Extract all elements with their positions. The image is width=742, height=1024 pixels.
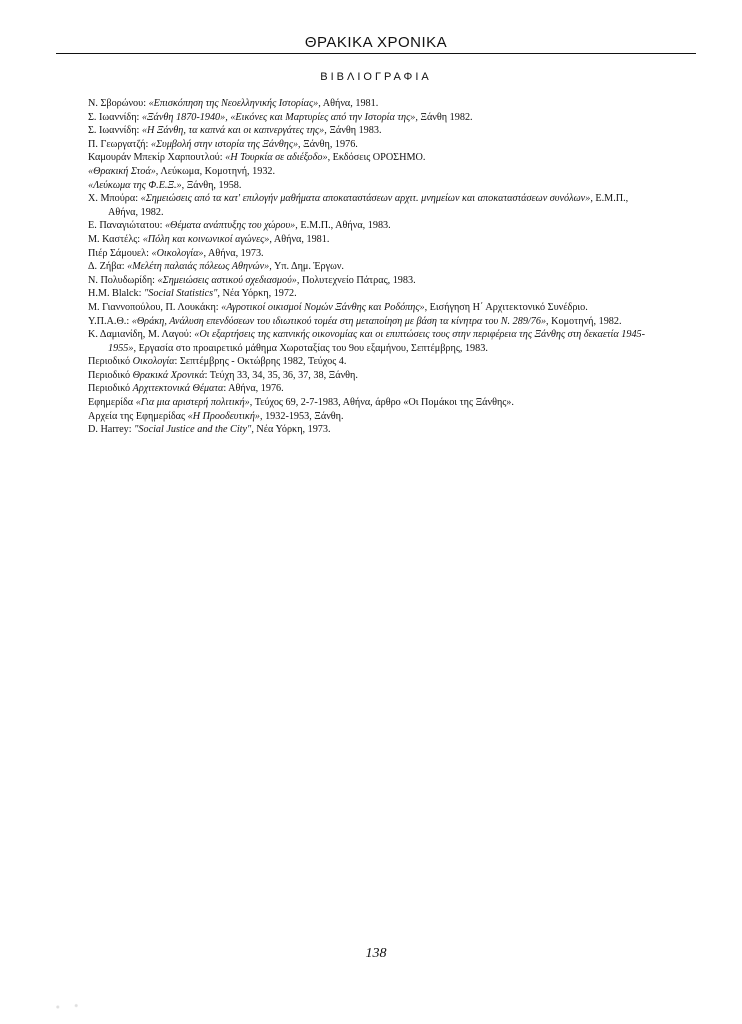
entry-author: Αρχεία της Εφημερίδας xyxy=(88,410,188,422)
entry-title: Αρχιτεκτονικά Θέματα xyxy=(132,383,224,395)
entry-details: , Ξάνθη, 1976. xyxy=(298,138,358,150)
bibliography-entry xyxy=(88,423,658,437)
bibliography-entry xyxy=(88,315,658,329)
entry-author: Εφημερίδα xyxy=(88,397,136,409)
bibliography-entry xyxy=(88,287,658,301)
entry-title: «Αγροτικοί οικισμοί Νομών Ξάνθης και Ροδόπης» xyxy=(221,301,425,313)
section-title: ΒΙΒΛΙΟΓΡΑΦΙΑ xyxy=(320,71,432,83)
entry-title: Οικολογία xyxy=(132,356,175,368)
entry-details: , Ξάνθη 1983. xyxy=(324,125,382,137)
bibliography-entry xyxy=(88,355,658,369)
bibliography-entry xyxy=(88,138,658,152)
entry-author: Κ. Δαμιανίδη, Μ. Λαγού: xyxy=(88,329,195,341)
entry-author: D. Harrey: xyxy=(88,424,135,436)
entry-details: , Αθήνα, 1973. xyxy=(203,247,264,259)
bibliography-entry xyxy=(88,274,658,288)
bibliography-entry xyxy=(88,301,658,315)
header-rule xyxy=(56,53,696,54)
entry-author: Ε. Παναγιώτατου: xyxy=(88,220,165,232)
bibliography-entry xyxy=(88,410,658,424)
entry-title: «Οι εξαρτήσεις της καπνικής οικονομίας και οι επιπτώσεις τους στην περιφέρεια της Ξάνθης στη δεκαετία 1945-1955» xyxy=(108,329,646,354)
entry-title: "Social Statistics" xyxy=(144,288,218,300)
entry-title: Θρακικά Χρονικά xyxy=(132,369,205,381)
entry-title: «Επισκόπηση της Νεοελληνικής Ιστορίας» xyxy=(148,98,319,109)
entry-details: , Εισήγηση Η΄ Αρχιτεκτονικό Συνέδριο. xyxy=(424,301,588,313)
entry-author: Καμουράν Μπεκίρ Χαρπουτλού: xyxy=(88,152,226,164)
entry-title: «Πόλη και κοινωνικοί αγώνες» xyxy=(142,233,270,245)
entry-author: Δ. Ζήβα: xyxy=(88,261,128,273)
entry-author: Πιέρ Σάμουελ: xyxy=(88,247,152,259)
entry-title: «Η Τουρκία σε αδιέξοδο» xyxy=(225,152,328,164)
entry-author: Ν. Σβορώνου: xyxy=(88,98,149,109)
entry-details: : Σεπτέμβρης - Οκτώβρης 1982, Τεύχος 4. xyxy=(174,356,347,368)
scan-speckle xyxy=(44,1000,90,1014)
bibliography-entry xyxy=(88,247,658,261)
entry-title: «Θράκη, Ανάλυση επενδύσεων του ιδιωτικού τομέα στη μεταποίηση με βάση τα κίνητρα του Ν. 289/76» xyxy=(131,315,547,327)
entry-title: «Λεύκωμα της Φ.Ε.Ξ.» xyxy=(88,179,182,191)
entry-details: , Νέα Υόρκη, 1972. xyxy=(217,288,297,300)
entry-details: , Ε.Μ.Π., Αθήνα, 1983. xyxy=(295,220,391,232)
entry-details: , 1932-1953, Ξάνθη. xyxy=(259,410,344,422)
entry-author: Σ. Ιωαννίδη: xyxy=(88,111,142,123)
bibliography-entry xyxy=(88,179,658,193)
bibliography-entry xyxy=(88,151,658,165)
bibliography-entry xyxy=(88,219,658,233)
bibliography-entry xyxy=(88,124,658,138)
entry-author: H.M. Blalck: xyxy=(88,288,145,300)
entry-details: , Ε.Μ.Π., Αθήνα, 1982. xyxy=(108,193,629,218)
entry-title: «Θρακική Στοά» xyxy=(88,165,156,177)
entry-details: , Αθήνα, 1981. xyxy=(318,98,379,109)
entry-author: Π. Γεωργατζή: xyxy=(88,138,151,150)
entry-title: «Η Ξάνθη, τα καπνά και οι καπνεργάτες της» xyxy=(141,125,325,137)
entry-author: Περιοδικό xyxy=(88,369,133,381)
entry-title: «Οικολογία» xyxy=(151,247,204,259)
bibliography-entry xyxy=(88,328,658,355)
entry-author: Ν. Πολυδωρίδη: xyxy=(88,274,158,286)
running-header: ΘΡΑΚΙΚΑ ΧΡΟΝΙΚΑ xyxy=(304,34,448,51)
entry-title: «Συμβολή στην ιστορία της Ξάνθης» xyxy=(150,138,299,150)
entry-title: «Η Προοδευτική» xyxy=(187,410,260,422)
bibliography-entry xyxy=(88,233,658,247)
entry-author: Μ. Γιαννοπούλου, Π. Λουκάκη: xyxy=(88,301,222,313)
entry-author: Σ. Ιωαννίδη: xyxy=(88,125,142,137)
bibliography-entry xyxy=(88,396,658,410)
entry-title: «Μελέτη παλαιάς πόλεως Αθηνών» xyxy=(127,261,270,273)
entry-details: : Τεύχη 33, 34, 35, 36, 37, 38, Ξάνθη. xyxy=(204,369,358,381)
entry-title: «Για μια αριστερή πολιτική» xyxy=(135,397,250,409)
entry-title: "Social Justice and the City" xyxy=(134,424,252,436)
entry-details: , Κομοτηνή, 1982. xyxy=(546,315,622,327)
entry-details: , Ξάνθη 1982. xyxy=(415,111,473,123)
bibliography-entry xyxy=(88,369,658,383)
entry-details: , Τεύχος 69, 2-7-1983, Αθήνα, άρθρο «Οι Πομάκοι της Ξάνθης». xyxy=(249,397,514,409)
bibliography-entry xyxy=(88,260,658,274)
entry-details: , Νέα Υόρκη, 1973. xyxy=(251,424,331,436)
entry-details: , Εργασία στο προαιρετικό μάθημα Χωροταξίας του 9ου εξαμήνου, Σεπτέμβρης, 1983. xyxy=(133,342,488,354)
page-number: 138 xyxy=(365,946,387,961)
entry-title: «Ξάνθη 1870-1940», «Εικόνες και Μαρτυρίες από την Ιστορία της» xyxy=(141,111,416,123)
bibliography-entry xyxy=(88,192,658,219)
entry-author: Περιοδικό xyxy=(88,356,133,368)
bibliography-entry xyxy=(88,165,658,179)
entry-details: , Ξάνθη, 1958. xyxy=(181,179,242,191)
entry-title: «Θέματα ανάπτυξης του χώρου» xyxy=(164,220,296,232)
entry-details: , Εκδόσεις ΟΡΟΣΗΜΟ. xyxy=(327,152,426,164)
bibliography-list xyxy=(88,97,658,437)
entry-author: Περιοδικό xyxy=(88,383,133,395)
entry-author: Χ. Μπούρα: xyxy=(88,193,141,205)
bibliography-entry xyxy=(88,382,658,396)
entry-title: «Σημειώσεις αστικού σχεδιασμού» xyxy=(157,274,297,286)
entry-details: , Υπ. Δημ. Έργων. xyxy=(269,261,344,273)
entry-details: , Πολυτεχνείο Πάτρας, 1983. xyxy=(296,274,416,286)
bibliography-entry xyxy=(88,97,658,111)
bibliography-entry xyxy=(88,111,658,125)
entry-author: Υ.Π.Α.Θ.: xyxy=(88,315,132,327)
entry-details: : Αθήνα, 1976. xyxy=(223,383,284,395)
entry-details: , Αθήνα, 1981. xyxy=(269,233,330,245)
entry-author: Μ. Καστέλς: xyxy=(88,233,143,245)
entry-title: «Σημειώσεις από τα κατ' επιλογήν μαθήματα αποκαταστάσεων αρχιτ. μνημείων και αποκαταστάσεων συνόλων» xyxy=(140,193,591,205)
entry-details: , Λεύκωμα, Κομοτηνή, 1932. xyxy=(155,165,276,177)
